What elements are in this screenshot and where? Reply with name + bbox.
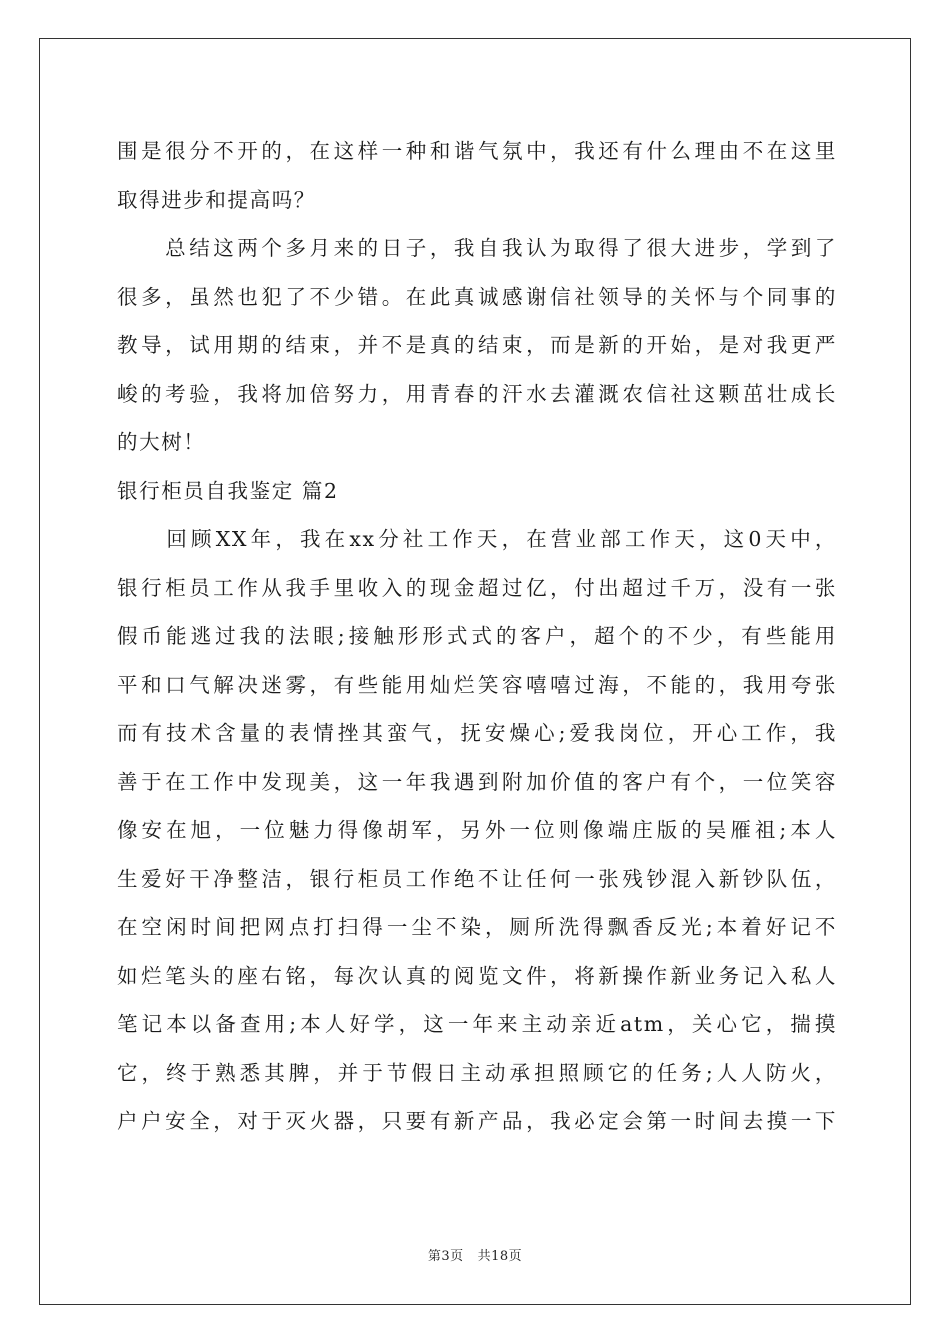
- text-line: 的大树！: [117, 430, 206, 454]
- text-line: 善于在工作中发现美，这一年我遇到附加价值的客户有个，一位笑容: [117, 769, 837, 794]
- text-line: 教导，试用期的结束，并不是真的结束，而是新的开始，是对我更严: [117, 333, 837, 357]
- text-line: 回顾XX年，我在xx分社工作天，在营业部工作天，这0天中，: [117, 527, 837, 551]
- text-line: 户户安全，对于灭火器，只要有新产品，我必定会第一时间去摸一下: [117, 1109, 837, 1133]
- text-line: 取得进步和提高吗？: [117, 187, 316, 212]
- text-line: 平和口气解决迷雾，有些能用灿烂笑容嘻嘻过海，不能的，我用夸张: [117, 672, 837, 697]
- text-line: 笔记本以备查用;本人好学，这一年来主动亲近atm，关心它，揣摸: [117, 1012, 837, 1036]
- page-number: 第3页: [427, 1249, 464, 1264]
- text-line: 生爱好干净整洁，银行柜员工作绝不让任何一张残钞混入新钞队伍，: [117, 866, 837, 891]
- page-total: 共18页: [477, 1249, 523, 1264]
- paragraph-1: [117, 127, 837, 224]
- text-line: 而有技术含量的表情挫其蛮气，抚安燥心;爱我岗位，开心工作，我: [117, 721, 837, 745]
- text-line: 假币能逃过我的法眼;接触形形式式的客户，超个的不少，有些能用: [117, 624, 837, 648]
- document-body: [117, 127, 837, 1146]
- text-line: 如烂笔头的座右铭，每次认真的阅览文件，将新操作新业务记入私人: [117, 963, 837, 988]
- text-line: 峻的考验，我将加倍努力，用青春的汗水去灌溉农信社这颗茁壮成长: [117, 381, 837, 406]
- text-line: 它，终于熟悉其脾，并于节假日主动承担照顾它的任务;人人防火，: [117, 1060, 837, 1085]
- text-line: 银行柜员工作从我手里收入的现金超过亿，付出超过千万，没有一张: [117, 575, 837, 600]
- text-line: 总结这两个多月来的日子，我自我认为取得了很大进步，学到了: [117, 236, 837, 260]
- section-heading: 银行柜员自我鉴定 篇2: [117, 478, 339, 503]
- page-footer: [0, 1245, 950, 1264]
- paragraph-2: [117, 224, 837, 467]
- paragraph-3: [117, 515, 837, 1146]
- text-line: 像安在旭，一位魅力得像胡军，另外一位则像端庄版的吴雁祖;本人: [117, 818, 837, 842]
- text-line: 围是很分不开的，在这样一种和谐气氛中，我还有什么理由不在这里: [117, 139, 837, 163]
- text-line: 在空闲时间把网点打扫得一尘不染，厕所洗得飘香反光;本着好记不: [117, 915, 837, 939]
- text-line: 很多，虽然也犯了不少错。在此真诚感谢信社领导的关怀与个同事的: [117, 284, 837, 309]
